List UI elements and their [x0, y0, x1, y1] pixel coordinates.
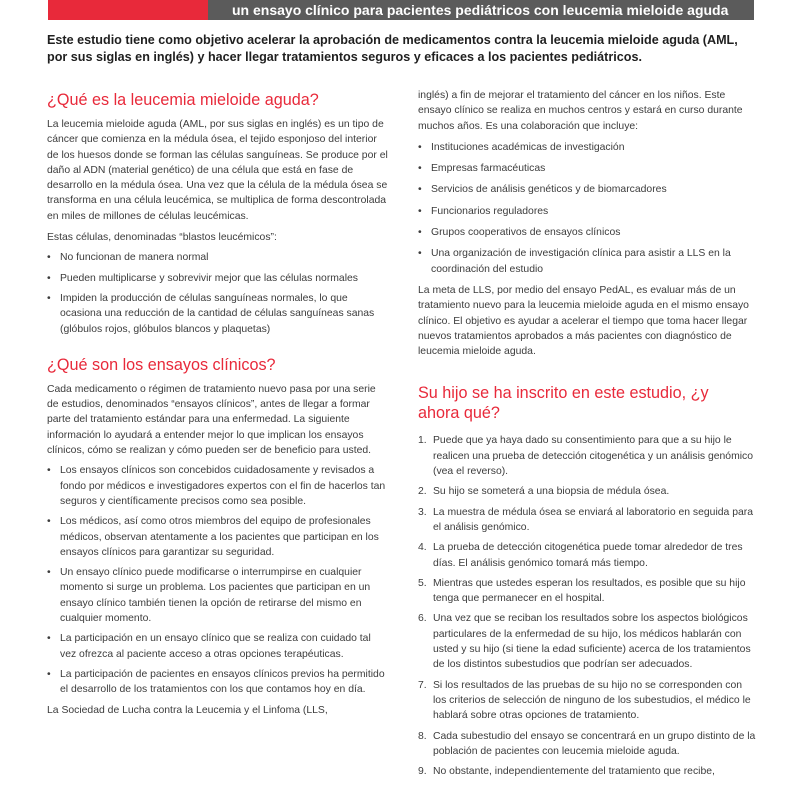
item-text: Su hijo se someterá a una biopsia de médula ósea. [433, 486, 670, 498]
list-item: • Pueden multiplicarse y sobrevivir mejor que las células normales [47, 271, 389, 286]
item-text: Puede que ya haya dado su consentimiento para que a su hijo le realicen una prueba de detección citogenética y un análisis genómico (vea el reverso). [433, 435, 754, 478]
item-number: 8. [418, 730, 427, 742]
section-title-trials: ¿Qué son los ensayos clínicos? [47, 355, 276, 374]
item-text: Si los resultados de las pruebas de su hijo no se corresponden con los criterios de selección de ninguno de los subestudios, el médico le hablará sobre otras opciones de tratamiento. [433, 679, 751, 722]
blasts-intro: Estas células, denominadas “blastos leucémicos”: [47, 232, 277, 244]
list-item: • La participación de pacientes en ensayos clínicos previos ha permitido el desarrollo de los tratamientos con los que contamos hoy en día. [47, 667, 389, 698]
item-number: 3. [418, 506, 427, 518]
lls-paragraph: La Sociedad de Lucha contra la Leucemia y el Linfoma (LLS, [47, 704, 328, 716]
list-item [418, 540, 756, 571]
item-number: 4. [418, 542, 427, 554]
item-number: 6. [418, 613, 427, 625]
item-text: Cada subestudio del ensayo se concentrará en un grupo distinto de la población de pacientes con leucemia mieloide aguda. [433, 730, 756, 757]
list-item: • Empresas farmacéuticas [418, 161, 756, 176]
goal-paragraph: La meta de LLS, por medio del ensayo PedAL, es evaluar más de un tratamiento nuevo para la leucemia mieloide aguda en el mismo ensayo clínico. El objetivo es ayudar a acelerar el tiempo que toma hacer llegar nuevos tratamientos aprobados a más pacientes con diagnóstico de leucemia mieloide aguda. [418, 284, 749, 358]
list-item: • Los ensayos clínicos son concebidos cuidadosamente y revisados a fondo por médicos e investigadores expertos con el fin de hacerlos tan seguros y científicamente precisos como sea posible. [47, 463, 389, 509]
list-item [418, 505, 756, 536]
trials-list [47, 463, 389, 697]
list-item [418, 729, 756, 760]
list-item: • No funcionan de manera normal [47, 250, 389, 265]
blasts-list [47, 250, 389, 336]
item-number: 1. [418, 435, 427, 447]
list-item [418, 678, 756, 724]
list-item: • Servicios de análisis genéticos y de biomarcadores [418, 182, 756, 197]
item-text: Una vez que se reciban los resultados sobre los aspectos biológicos particulares de la enfermedad de su hijo, los médicos hablarán con usted y su hijo (si tiene la edad suficiente) acerca de los tratamientos de los distintos subestudios que podrían ser adecuados. [433, 613, 751, 671]
next-steps-list [418, 433, 756, 779]
list-item: • Impiden la producción de células sanguíneas normales, lo que ocasiona una reducción de la cantidad de células sanguíneas sanas (glóbulos rojos, glóbulos blancos y plaquetas) [47, 291, 389, 337]
collab-list [418, 140, 756, 277]
intro-paragraph: Este estudio tiene como objetivo acelerar la aprobación de medicamentos contra la leucemia mieloide aguda (AML, por sus siglas en inglés) y hacer llegar tratamientos seguros y eficaces a los pacientes pediátricos. [47, 33, 738, 64]
list-item: • Un ensayo clínico puede modificarse o interrumpirse en cualquier momento si surge un problema. Los pacientes que participan en un ensayo clínico también tienen la opción de retirarse del mismo en cualquier momento. [47, 565, 389, 626]
list-item: • Una organización de investigación clínica para asistir a LLS en la coordinación del estudio [418, 246, 756, 277]
item-number: 7. [418, 679, 427, 691]
header-accent-bar [48, 0, 208, 20]
left-column [47, 88, 389, 718]
collab-paragraph: inglés) a fin de mejorar el tratamiento del cáncer en los niños. Este ensayo clínico se realiza en muchos centros y estará en curso durante muchos años. Es una colaboración que incluye: [418, 90, 743, 132]
item-text: La muestra de médula ósea se enviará al laboratorio en seguida para el análisis genómico. [433, 506, 754, 533]
aml-paragraph: La leucemia mieloide aguda (AML, por sus siglas en inglés) es un tipo de cáncer que comienza en la médula ósea, el tejido esponjoso del interior de los huesos donde se forman las células sanguíneas. Se produce por el daño al ADN (material genético) de una célula que está en fase de desarrollo en la médula ósea. Una vez que la célula de la médula ósea se transforma en una célula leucémica, se multiplica de forma descontrolada en miles de millones de células leucémicas. [47, 119, 388, 222]
list-item: • Grupos cooperativos de ensayos clínicos [418, 225, 756, 240]
list-item [418, 433, 756, 479]
list-item: • Funcionarios reguladores [418, 204, 756, 219]
item-text: Mientras que ustedes esperan los resultados, es posible que su hijo tenga que permanecer en el hospital. [433, 577, 746, 605]
item-number: 9. [418, 766, 427, 778]
list-item: • Los médicos, así como otros miembros del equipo de profesionales médicos, observan atentamente a los pacientes que participan en los ensayos clínicos para garantizar su seguridad. [47, 514, 389, 560]
trials-paragraph: Cada medicamento o régimen de tratamiento nuevo pasa por una serie de estudios, denominados “ensayos clínicos”, antes de llegar a formar parte del tratamiento estándar para una enfermedad. La siguiente información lo ayudará a entender mejor lo que implican los ensayos clínicos, cómo se realizan y cómo pueden ser de beneficio para usted. [47, 383, 376, 457]
right-column [418, 88, 756, 779]
section-title-aml: ¿Qué es la leucemia mieloide aguda? [47, 91, 319, 109]
item-text: No obstante, independientemente del tratamiento que recibe, [433, 766, 715, 778]
header-subtitle: un ensayo clínico para pacientes pediátricos con leucemia mieloide aguda [232, 2, 729, 18]
list-item: • La participación en un ensayo clínico que se realiza con cuidado tal vez ofrezca al paciente acceso a otras opciones terapéuticas. [47, 631, 389, 662]
list-item [418, 611, 756, 672]
section-title-next-steps: Su hijo se ha inscrito en este estudio, ¿y ahora qué? [418, 384, 709, 423]
list-item [418, 576, 756, 607]
item-text: La prueba de detección citogenética puede tomar alrededor de tres días. El análisis genómico tomará más tiempo. [433, 542, 743, 569]
header-banner [208, 0, 754, 20]
item-number: 5. [418, 577, 427, 589]
list-item: • Instituciones académicas de investigación [418, 140, 756, 155]
item-number: 2. [418, 486, 427, 498]
list-item [418, 764, 756, 779]
list-item [418, 484, 756, 499]
